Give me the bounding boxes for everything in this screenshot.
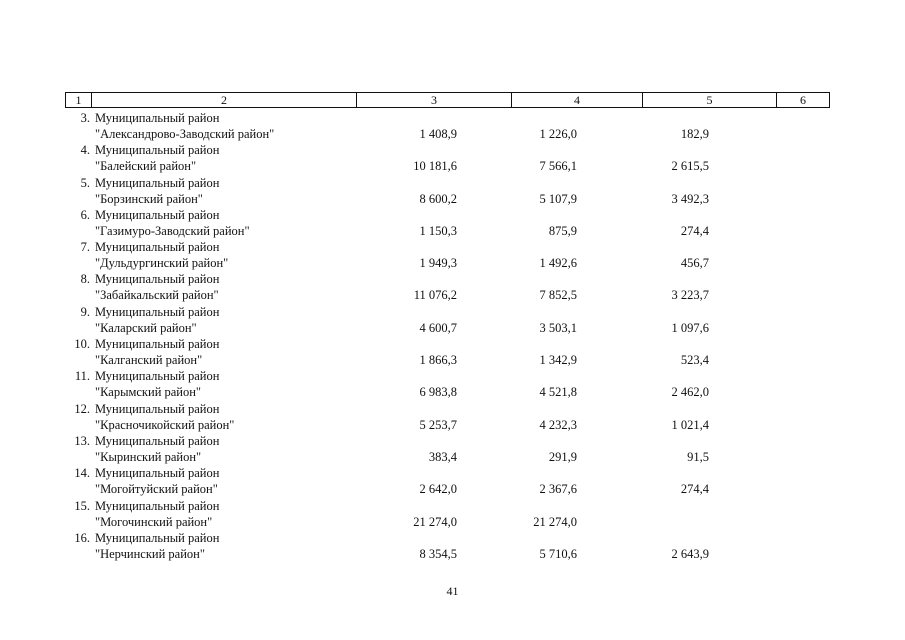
row-number: 10. xyxy=(74,337,90,352)
table-row xyxy=(65,175,830,207)
table-row xyxy=(65,498,830,530)
row-col4-value: 21 274,0 xyxy=(533,514,577,529)
row-name-line2: "Забайкальский район" xyxy=(95,288,219,303)
table-body xyxy=(65,110,830,562)
row-number: 14. xyxy=(74,466,90,481)
row-col3-value: 10 181,6 xyxy=(413,159,457,174)
table-row xyxy=(65,401,830,433)
row-col4-value: 1 342,9 xyxy=(539,353,577,368)
row-col5-value: 274,4 xyxy=(680,223,709,238)
row-name-line1: Муниципальный район xyxy=(95,433,220,448)
row-col3-value: 2 642,0 xyxy=(419,482,457,497)
row-col5-value: 182,9 xyxy=(680,127,709,141)
row-name-line2: "Каларский район" xyxy=(95,320,197,335)
row-col3-value: 21 274,0 xyxy=(413,514,457,529)
row-number: 9. xyxy=(80,304,90,319)
row-number: 15. xyxy=(74,498,90,513)
table-row xyxy=(65,433,830,465)
row-col4-value: 1 492,6 xyxy=(539,256,577,271)
table-header-row xyxy=(65,92,830,108)
row-name-line1: Муниципальный район xyxy=(95,498,220,513)
row-name-line2: "Нерчинский район" xyxy=(95,546,205,561)
table-row xyxy=(65,110,830,142)
row-name-line2: "Кыринский район" xyxy=(95,449,202,464)
row-col4-value: 5 107,9 xyxy=(539,191,577,206)
row-col3-value: 4 600,7 xyxy=(419,320,457,335)
row-name-line2: "Борзинский район" xyxy=(95,191,203,206)
row-name-line1: Муниципальный район xyxy=(95,240,220,255)
row-name-line2: "Карымский район" xyxy=(95,385,202,400)
row-col3-value: 1 408,9 xyxy=(419,127,457,141)
row-col5-value: 91,5 xyxy=(687,449,709,464)
header-col-6: 6 xyxy=(800,93,806,107)
row-number: 13. xyxy=(74,433,90,448)
row-col3-value: 1 150,3 xyxy=(419,223,457,238)
row-col4-value: 291,9 xyxy=(548,449,577,464)
table-row xyxy=(65,271,830,303)
table-row xyxy=(65,207,830,239)
row-col3-value: 8 354,5 xyxy=(419,546,457,561)
row-name-line2: "Газимуро-Заводский район" xyxy=(95,223,250,238)
row-number: 4. xyxy=(80,143,90,158)
row-col5-value: 2 462,0 xyxy=(671,385,709,400)
row-col4-value: 4 521,8 xyxy=(539,385,577,400)
table-row xyxy=(65,336,830,368)
row-col5-value: 1 097,6 xyxy=(671,320,709,335)
row-name-line1: Муниципальный район xyxy=(95,466,220,481)
row-number: 12. xyxy=(74,401,90,416)
row-number: 6. xyxy=(80,207,90,222)
row-number: 11. xyxy=(74,369,90,384)
row-col4-value: 4 232,3 xyxy=(539,417,577,432)
row-col5-value: 1 021,4 xyxy=(671,417,709,432)
table-row xyxy=(65,368,830,400)
row-col3-value: 6 983,8 xyxy=(419,385,457,400)
row-col4-value: 2 367,6 xyxy=(539,482,577,497)
row-number: 8. xyxy=(80,272,90,287)
table-row xyxy=(65,142,830,174)
row-name-line1: Муниципальный район xyxy=(95,530,220,545)
row-number: 3. xyxy=(80,111,90,125)
row-number: 7. xyxy=(80,240,90,255)
row-name-line1: Муниципальный район xyxy=(95,272,220,287)
row-number: 5. xyxy=(80,175,90,190)
row-col4-value: 5 710,6 xyxy=(539,546,577,561)
header-col-3: 3 xyxy=(357,93,512,107)
row-name-line1: Муниципальный район xyxy=(95,369,220,384)
header-col-4: 4 xyxy=(512,93,643,107)
row-col4-value: 1 226,0 xyxy=(539,127,577,141)
row-name-line1: Муниципальный район xyxy=(95,207,220,222)
row-col5-value: 523,4 xyxy=(680,353,709,368)
row-col3-value: 8 600,2 xyxy=(419,191,457,206)
row-name-line1: Муниципальный район xyxy=(95,401,220,416)
table-row xyxy=(65,239,830,271)
row-col4-value: 875,9 xyxy=(548,223,577,238)
row-name-line1: Муниципальный район xyxy=(95,143,220,158)
table-row xyxy=(65,465,830,497)
page-number: 41 xyxy=(446,584,459,598)
row-col5-value: 274,4 xyxy=(680,482,709,497)
header-col-5: 5 xyxy=(643,93,777,107)
row-col3-value: 11 076,2 xyxy=(413,288,457,303)
row-name-line2: "Красночикойский район" xyxy=(95,417,235,432)
row-col3-value: 5 253,7 xyxy=(419,417,457,432)
row-number: 16. xyxy=(74,530,90,545)
row-name-line1: Муниципальный район xyxy=(95,304,220,319)
row-col4-value: 7 852,5 xyxy=(539,288,577,303)
header-col-1: 1 xyxy=(66,93,92,107)
row-name-line2: "Могочинский район" xyxy=(95,514,213,529)
row-col3-value: 1 866,3 xyxy=(419,353,457,368)
row-name-line1: Муниципальный район xyxy=(95,175,220,190)
row-name-line2: "Балейский район" xyxy=(95,159,197,174)
row-col5-value: 456,7 xyxy=(680,256,709,271)
row-name-line2: "Калганский район" xyxy=(95,353,203,368)
row-col5-value: 3 492,3 xyxy=(671,191,709,206)
row-col3-value: 383,4 xyxy=(428,449,457,464)
row-name-line2: "Александрово-Заводский район" xyxy=(95,127,275,141)
row-col3-value: 1 949,3 xyxy=(419,256,457,271)
row-name-line2: "Могойтуйский район" xyxy=(95,482,218,497)
table-row xyxy=(65,530,830,562)
row-name-line1: Муниципальный район xyxy=(95,111,220,125)
row-name-line2: "Дульдургинский район" xyxy=(95,256,229,271)
row-col4-value: 7 566,1 xyxy=(539,159,577,174)
table-row xyxy=(65,304,830,336)
row-col4-value: 3 503,1 xyxy=(539,320,577,335)
row-name-line1: Муниципальный район xyxy=(95,337,220,352)
row-col5-value: 3 223,7 xyxy=(671,288,709,303)
row-col5-value: 2 643,9 xyxy=(671,546,709,561)
header-col-2: 2 xyxy=(92,93,357,107)
row-col5-value: 2 615,5 xyxy=(671,159,709,174)
